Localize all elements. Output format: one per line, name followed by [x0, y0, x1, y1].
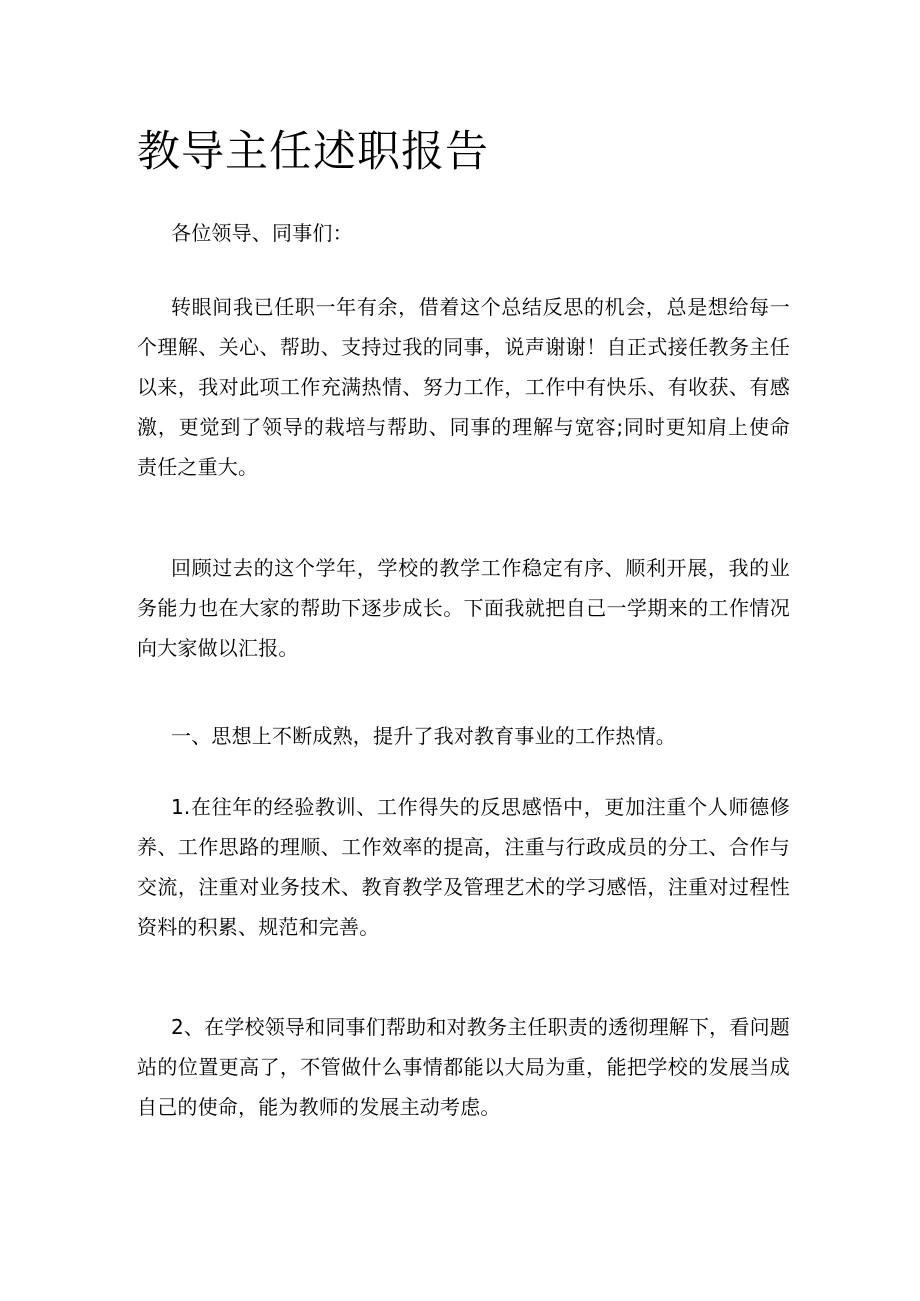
greeting: 各位领导、同事们： — [171, 221, 353, 245]
section-heading-1: 一、思想上不断成熟，提升了我对教育事业的工作热情。 — [171, 724, 676, 748]
list-item-2: 2、在学校领导和同事们帮助和对教务主任职责的透彻理解下，看问题站的位置更高了，不管做什么事情都能以大局为重，能把学校的发展当成自己的使命，能为教师的发展主动考虑。 — [137, 1015, 790, 1119]
paragraph-review: 回顾过去的这个学年，学校的教学工作稳定有序、顺利开展，我的业务能力也在大家的帮助下逐步成长。下面我就把自己一学期来的工作情况向大家做以汇报。 — [137, 556, 790, 660]
document-title: 教导主任述职报告 — [137, 127, 489, 177]
paragraph-intro: 转眼间我已任职一年有余，借着这个总结反思的机会，总是想给每一个理解、关心、帮助、支持过我的同事，说声谢谢！自正式接任教务主任以来，我对此项工作充满热情、努力工作，工作中有快乐、有收获、有感激，更觉到了领导的栽培与帮助、同事的理解与宽容;同时更知肩上使命责任之重大。 — [137, 295, 790, 479]
list-item-1: 1.在往年的经验教训、工作得失的反思感悟中，更加注重个人师德修养、工作思路的理顺、工作效率的提高，注重与行政成员的分工、合作与交流，注重对业务技术、教育教学及管理艺术的学习感悟，注重对过程性资料的积累、规范和完善。 — [137, 795, 790, 939]
